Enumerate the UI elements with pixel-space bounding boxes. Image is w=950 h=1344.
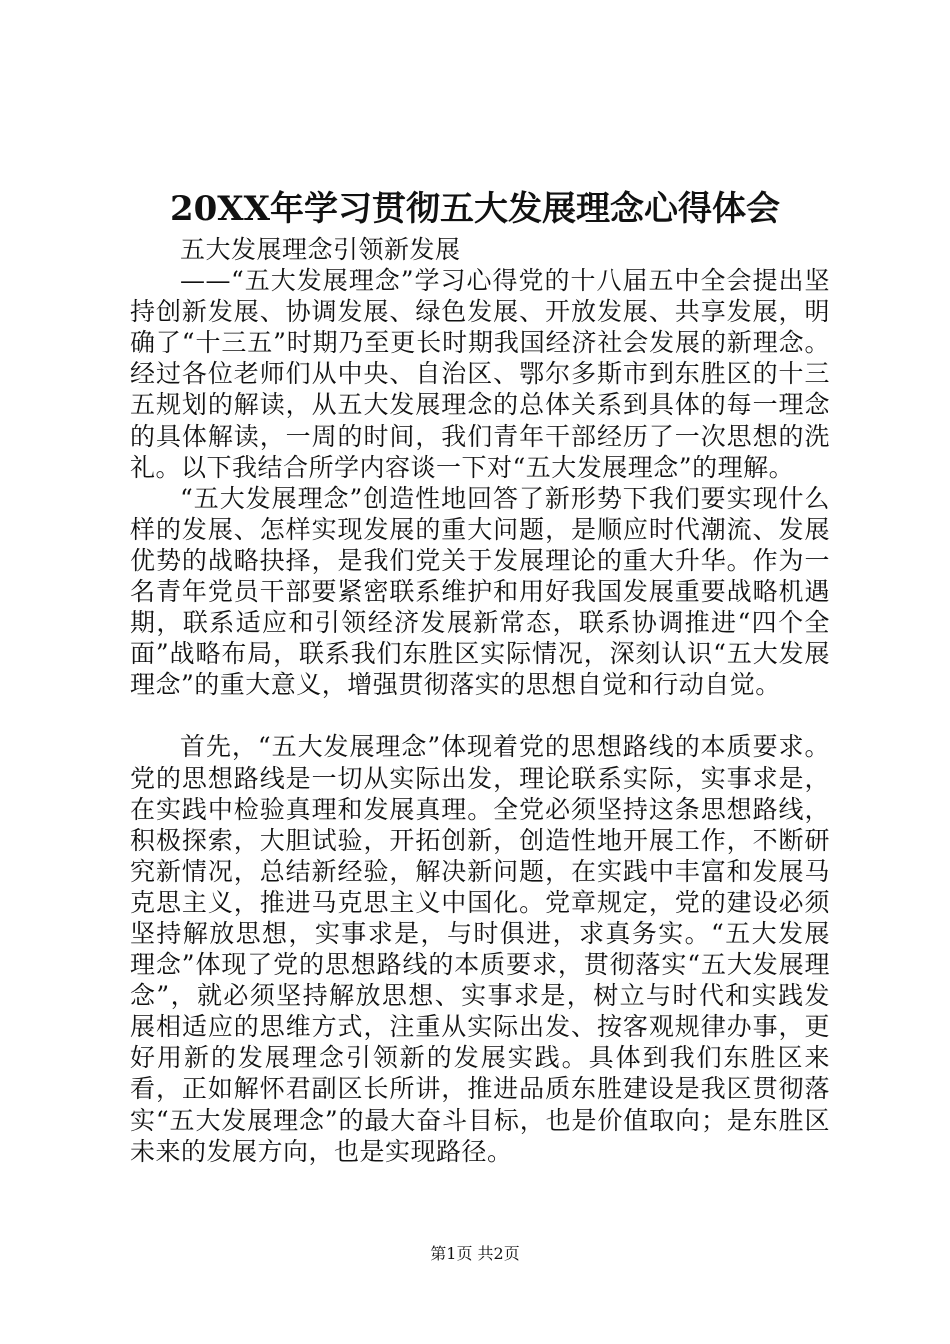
paragraph-gap [130, 700, 830, 731]
document-title: 20XX年学习贯彻五大发展理念心得体会 [169, 189, 781, 229]
document-body [130, 234, 830, 1167]
subtitle-paragraph: 五大发展理念引领新发展 [180, 235, 461, 264]
second-paragraph: “五大发展理念”创造性地回答了新形势下我们要实现什么样的发展、怎样实现发展的重大问题，是顺应时代潮流、发展优势的战略抉择，是我们党关于发展理论的重大升华。作为一名青年党员干部要紧密联系维护和用好我国发展重要战略机遇期，联系适应和引领经济发展新常态，联系协调推进“四个全面”战略布局，联系我们东胜区实际情况，深刻认识“五大发展理念”的重大意义，增强贯彻落实的思想自觉和行动自觉。 [130, 483, 830, 700]
third-paragraph: 首先，“五大发展理念”体现着党的思想路线的本质要求。党的思想路线是一切从实际出发，理论联系实际，实事求是，在实践中检验真理和发展真理。全党必须坚持这条思想路线，积极探索，大胆试验，开拓创新，创造性地开展工作，不断研究新情况，总结新经验，解决新问题，在实践中丰富和发展马克思主义，推进马克思主义中国化。党章规定，党的建设必须坚持解放思想，实事求是，与时俱进，求真务实。“五大发展理念”体现了党的思想路线的本质要求，贯彻落实“五大发展理念”，就必须坚持解放思想、实事求是，树立与时代和实践发展相适应的思维方式，注重从实际出发、按客观规律办事，更好用新的发展理念引领新的发展实践。具体到我们东胜区来看，正如解怀君副区长所讲，推进品质东胜建设是我区贯彻落实“五大发展理念”的最大奋斗目标，也是价值取向；是东胜区未来的发展方向，也是实现路径。 [130, 732, 830, 1166]
intro-paragraph: ——“五大发展理念”学习心得党的十八届五中全会提出坚持创新发展、协调发展、绿色发展、开放发展、共享发展，明确了“十三五”时期乃至更长时期我国经济社会发展的新理念。经过各位老师们从中央、自治区、鄂尔多斯市到东胜区的十三五规划的解读，从五大发展理念的总体关系到具体的每一理念的具体解读，一周的时间，我们青年干部经历了一次思想的洗礼。以下我结合所学内容谈一下对“五大发展理念”的理解。 [130, 266, 830, 482]
page-footer: 第1页 共2页 [430, 1244, 520, 1263]
